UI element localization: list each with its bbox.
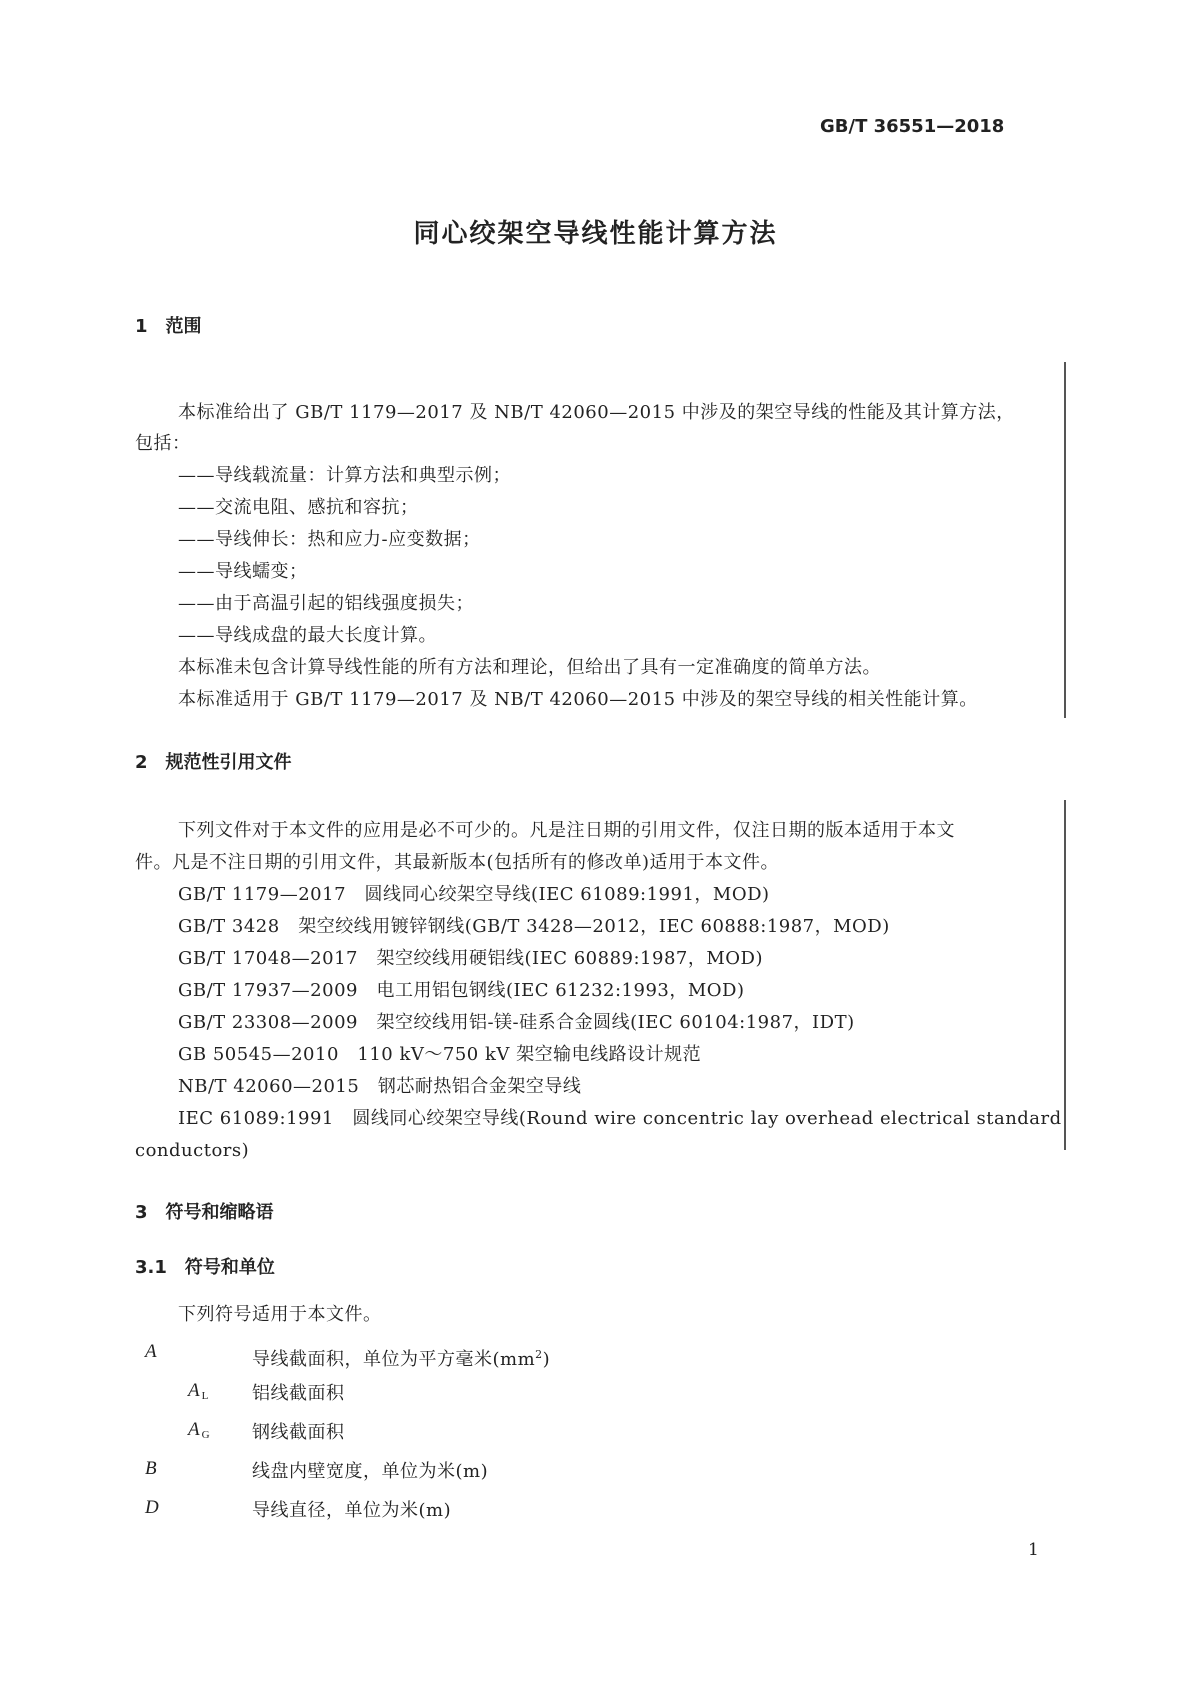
symbol-definition: 导线截面积，单位为平方毫米$(mm^2)$: [252, 1348, 551, 1370]
section-1-intro-line1: 本标准给出了 GB/T 1179—2017 及 NB/T 42060—2015 中涉及的架空导线的性能及其计算方法，: [178, 402, 1015, 423]
symbol-term: B: [145, 1458, 157, 1479]
reference-item: IEC 61089:1991 圆线同心绞架空导线(Round wire concentric lay overhead electrical standard: [178, 1108, 1062, 1129]
reference-item: GB 50545—2010 110 kV～750 kV 架空输电线路设计规范: [178, 1044, 702, 1065]
section-1-intro-line2: 包括：: [135, 433, 191, 454]
symbol-term: A $_L$: [188, 1380, 209, 1402]
section-2-heading: 2 规范性引用文件: [135, 752, 292, 773]
reference-item: GB/T 17048—2017 架空绞线用硬铝线(IEC 60889:1987，MOD): [178, 948, 764, 969]
section-1-para3: 本标准适用于 GB/T 1179—2017 及 NB/T 42060—2015 中涉及的架空导线的相关性能计算。: [178, 689, 978, 710]
section-3-1-heading: 3.1 符号和单位: [135, 1257, 275, 1278]
document-title: 同心绞架空导线性能计算方法: [413, 219, 778, 249]
reference-item: NB/T 42060—2015 钢芯耐热铝合金架空导线: [178, 1076, 582, 1097]
symbol-term: A: [145, 1341, 157, 1362]
document-code: GB/T 36551—2018: [820, 116, 1005, 137]
symbol-definition: 铝线截面积: [252, 1383, 345, 1404]
list-item: ——交流电阻、感抗和容抗；: [178, 497, 419, 518]
change-bar: [1064, 362, 1066, 718]
symbol-definition: 钢线截面积: [252, 1422, 345, 1443]
page-number: 1: [1028, 1540, 1039, 1560]
section-1-para2: 本标准未包含计算导线性能的所有方法和理论，但给出了具有一定准确度的简单方法。: [178, 657, 881, 678]
section-2-intro-line2: 件。凡是不注日期的引用文件，其最新版本(包括所有的修改单)适用于本文件。: [135, 852, 780, 873]
list-item: ——导线蠕变；: [178, 561, 308, 582]
symbol-term: D: [145, 1497, 159, 1518]
section-2-intro-line1: 下列文件对于本文件的应用是必不可少的。凡是注日期的引用文件，仅注日期的版本适用于本文: [178, 820, 955, 841]
change-bar: [1064, 800, 1066, 1150]
reference-item: GB/T 23308—2009 架空绞线用铝-镁-硅系合金圆线(IEC 60104:1987，IDT): [178, 1012, 855, 1033]
list-item: ——导线伸长：热和应力-应变数据；: [178, 529, 481, 550]
symbol-definition: 导线直径，单位为米(m): [252, 1500, 452, 1521]
reference-item: GB/T 17937—2009 电工用铝包钢线(IEC 61232:1993，MOD): [178, 980, 745, 1001]
section-1-heading: 1 范围: [135, 316, 202, 337]
list-item: ——导线载流量：计算方法和典型示例；: [178, 465, 511, 486]
list-item: ——由于高温引起的铝线强度损失；: [178, 593, 474, 614]
reference-item-continuation: conductors): [135, 1140, 250, 1161]
section-3-1-intro: 下列符号适用于本文件。: [178, 1304, 382, 1325]
reference-item: GB/T 1179—2017 圆线同心绞架空导线(IEC 61089:1991，MOD): [178, 884, 770, 905]
list-item: ——导线成盘的最大长度计算。: [178, 625, 437, 646]
section-3-heading: 3 符号和缩略语: [135, 1202, 274, 1223]
symbol-definition: 线盘内壁宽度，单位为米(m): [252, 1461, 489, 1482]
symbol-term: A $_G$: [188, 1419, 210, 1441]
reference-item: GB/T 3428 架空绞线用镀锌钢线(GB/T 3428—2012，IEC 60888:1987，MOD): [178, 916, 890, 937]
